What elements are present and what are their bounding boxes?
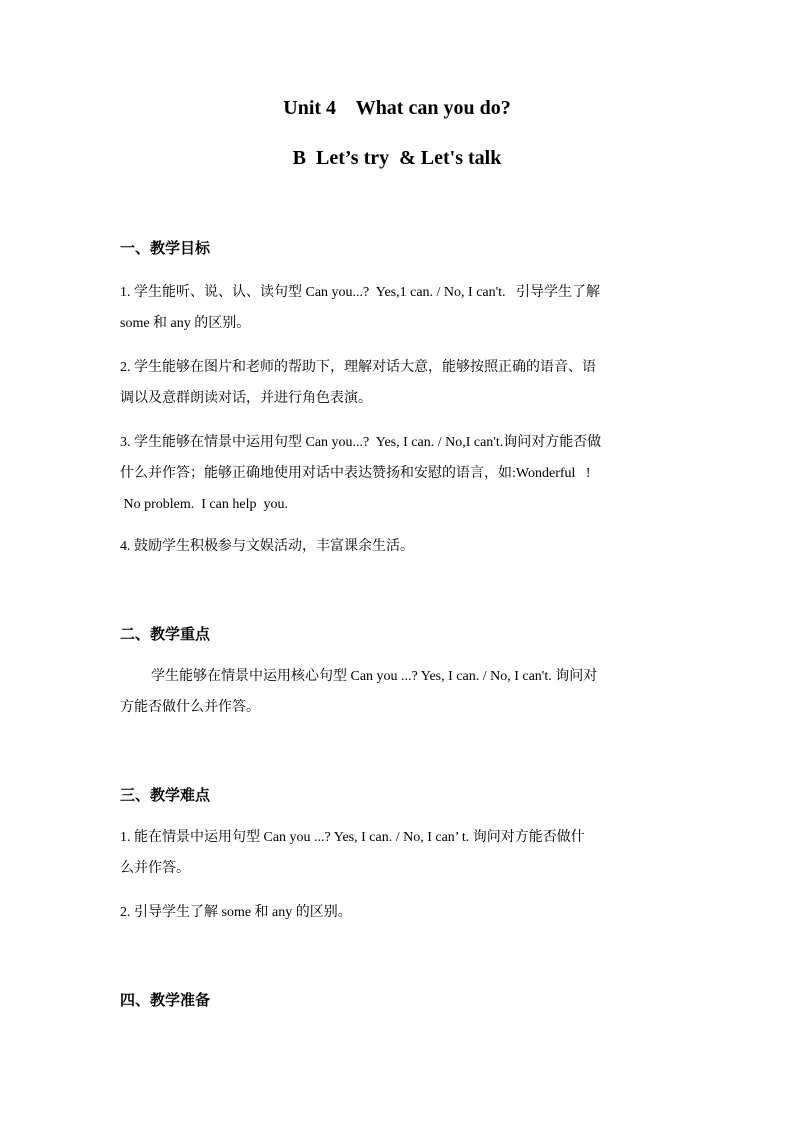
key-point-line-2: 方能否做什么并作答。 bbox=[120, 700, 260, 715]
document-subtitle: B Let’s try & Let's talk bbox=[292, 147, 502, 169]
difficulty-line-2: 么并作答。 bbox=[120, 861, 190, 876]
document-title: Unit 4 What can you do? bbox=[283, 97, 511, 119]
section-heading-difficulties: 三、教学难点 bbox=[120, 786, 211, 804]
section-heading-key-points: 二、教学重点 bbox=[120, 625, 211, 643]
objective-line-3: 2. 学生能够在图片和老师的帮助下，理解对话大意，能够按照正确的语音、语 bbox=[120, 360, 596, 375]
section-heading-objectives: 一、教学目标 bbox=[120, 239, 211, 257]
objective-line-5: 3. 学生能够在情景中运用句型 Can you...? Yes, I can. / No,I can't.询问对方能否做 bbox=[120, 435, 602, 450]
objective-line-8: 4. 鼓励学生积极参与文娱活动，丰富课余生活。 bbox=[120, 539, 414, 554]
difficulty-line-1: 1. 能在情景中运用句型 Can you ...? Yes, I can. / No, I can’ t. 询问对方能否做什 bbox=[120, 830, 585, 845]
objective-line-7: No problem. I can help you. bbox=[120, 497, 288, 512]
key-point-line-1: 学生能够在情景中运用核心句型 Can you ...? Yes, I can. / No, I can't. 询问对 bbox=[151, 669, 598, 684]
objective-line-6: 什么并作答；能够正确地使用对话中表达赞扬和安慰的语言，如:Wonderful ! bbox=[120, 466, 591, 481]
objective-line-2: some 和 any 的区别。 bbox=[120, 316, 251, 331]
objective-line-1: 1. 学生能听、说、认、读句型 Can you...? Yes,1 can. / No, I can't. 引导学生了解 bbox=[120, 285, 601, 300]
objective-line-4: 调以及意群朗读对话，并进行角色表演。 bbox=[120, 391, 372, 406]
difficulty-line-3: 2. 引导学生了解 some 和 any 的区别。 bbox=[120, 905, 352, 920]
section-heading-preparation: 四、教学准备 bbox=[120, 991, 211, 1009]
